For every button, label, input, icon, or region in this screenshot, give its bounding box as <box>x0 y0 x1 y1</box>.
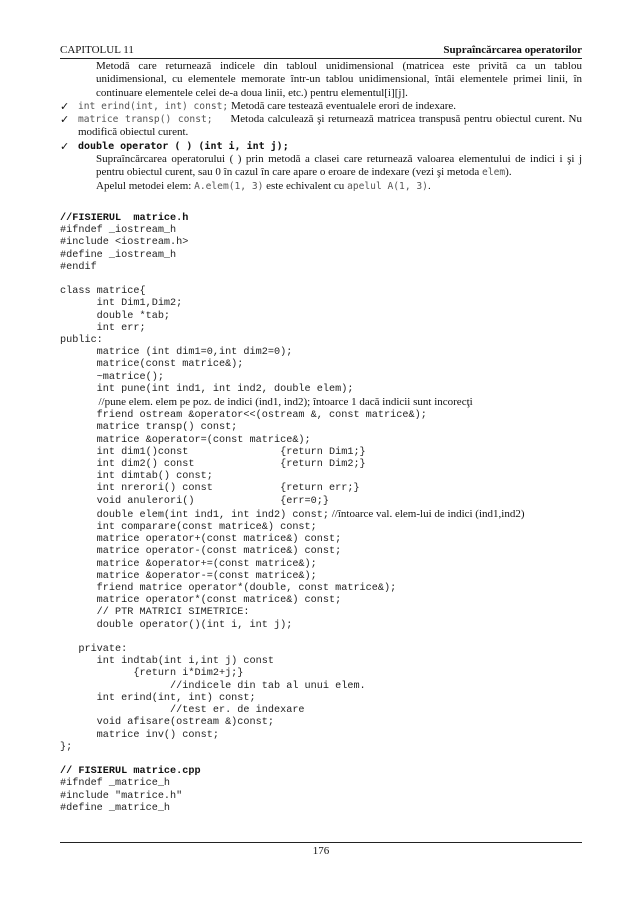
checkmark-icon: ✓ <box>60 99 70 113</box>
bullet-code: double operator ( ) (int i, int j); <box>78 140 289 152</box>
page-header <box>60 44 582 59</box>
bullet-code: int erind(int, int) const; <box>78 100 229 112</box>
bullet-code: matrice transp() const; <box>78 114 213 126</box>
page-body <box>60 60 582 815</box>
intro-paragraph: Metodă care returnează indicele din tabloul unidimensional (matricea este privită ca un tablou unidimensional, cu elementele memorate într-un tablou unidimensional, întâi elementele primei linii, în continuare elementele celei de-a doua linii, etc.) pentru elementul[i][j]. <box>96 60 582 99</box>
bullet-text: Metodă care testează eventualele erori de indexare. <box>228 99 456 112</box>
elem-call-note: Apelul metodei elem: A.elem(1, 3) este echivalent cu apelul A(1, 3). <box>96 179 431 192</box>
code-title: //FISIERUL matrice.h <box>60 212 189 224</box>
operator-description: Supraîncărcarea operatorului ( ) prin metodă a clasei care returnează valoarea elementului de indici i şi j pentru obiectul curent, sau 0 în cazul în care apare o eroare de indexare (vezi şi metoda elem). <box>96 153 582 179</box>
page-number: 176 <box>60 842 582 857</box>
bullet-erind <box>60 100 582 113</box>
bullet-transp <box>60 113 582 140</box>
bullet-text: Metoda calculează şi returnează matricea transpusă pentru obiectul curent. Nu modifică obiectul curent. <box>78 113 582 139</box>
chapter-title: CAPITOLUL 11 <box>60 44 134 56</box>
code-title-cpp: // FISIERUL matrice.cpp <box>60 766 201 778</box>
bullet-operator <box>60 140 582 153</box>
code-listing-header: //FISIERUL matrice.h #ifndef _iostream_h #include <iostream.h> #define _iostream_h #endif class matrice{ int Dim1,Dim2; double *tab; int err; public: matrice (int dim1=0,int dim2=0); matrice(const matrice&); ~matrice(); int pune(int ind1, int ind2, double elem); //pune elem. elem pe poz. de indici (ind1, ind2); întoarce 1 dacă indicii sunt incorecţi friend ostream &operator<<(ostream &, const matrice&); matrice transp() const; matrice &operator=(const matrice&); int dim1()const {return Dim1;} int dim2() const {return Dim2;} int dimtab() const; int nrerori() const {return err;} void anulerori() {err=0;} double elem(int ind1, int ind2) const; //întoarce val. elem-lui de indici (ind1,ind2) int comparare(const matrice&) const; matrice operator+(const matrice&) const; matrice operator-(const matrice&) const; matrice &operator+=(const matrice&); matrice &operator-=(const matrice&); friend matrice operator*(double, const matrice&); matrice operator*(const matrice&) const; // PTR MATRICI SIMETRICE: double operator()(int i, int j); private: int indtab(int i,int j) const {return i*Dim2+j;} //indicele din tab al unui elem. int erind(int, int) const; //test er. de indexare void afisare(ostream &)const; matrice inv() const; }; // FISIERUL matrice.cpp #ifndef _matrice_h #include "matrice.h" #define _matrice_h <box>60 212 525 814</box>
section-title: Supraîncărcarea operatorilor <box>443 44 582 56</box>
checkmark-icon: ✓ <box>60 139 70 153</box>
checkmark-icon: ✓ <box>60 113 70 127</box>
